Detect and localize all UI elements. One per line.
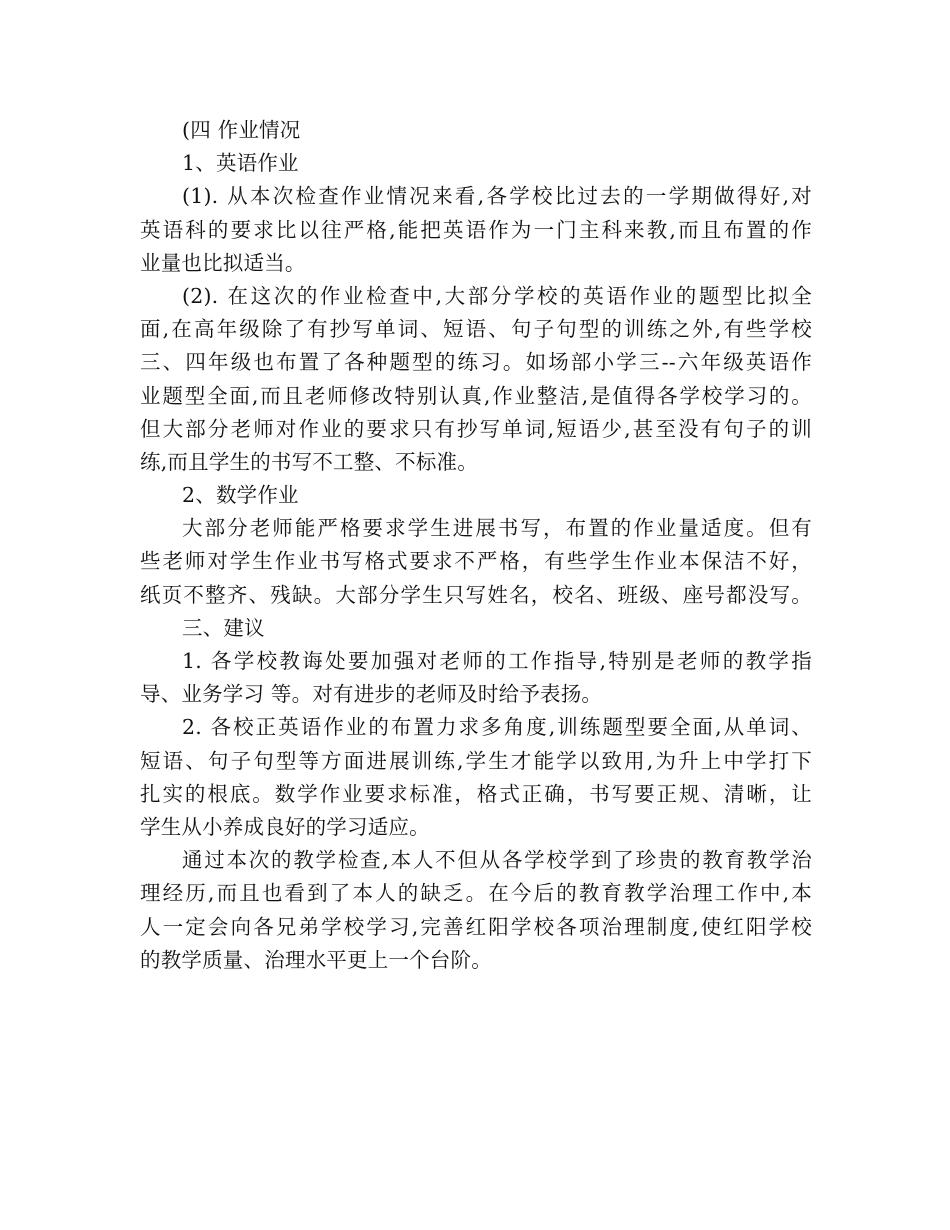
paragraph-line: 纸页不整齐、残缺。大部分学生只写姓名，校名、班级、座号都没写。 bbox=[140, 582, 812, 607]
paragraph-line: 扎实的根底。数学作业要求标准，格式正确，书写要正规、清晰，让 bbox=[140, 781, 812, 806]
subheading-math-homework: 2、数学作业 bbox=[182, 483, 299, 508]
paragraph-line: 面,在高年级除了有抄写单词、短语、句子句型的训练之外,有些学校 bbox=[140, 317, 812, 342]
paragraph-line: 但大部分老师对作业的要求只有抄写单词,短语少,甚至没有句子的训 bbox=[140, 416, 812, 441]
paragraph-line: 大部分老师能严格要求学生进展书写，布置的作业量适度。但有 bbox=[182, 516, 812, 541]
paragraph-line: 通过本次的教学检查,本人不但从各学校学到了珍贵的教育教学治 bbox=[182, 848, 812, 873]
paragraph-line: 导、业务学习 等。对有进步的老师及时给予表扬。 bbox=[140, 682, 603, 707]
paragraph-line: 练,而且学生的书写不工整、不标准。 bbox=[140, 449, 478, 474]
paragraph-line: 业量也比拟适当。 bbox=[140, 250, 306, 275]
paragraph-line: 英语科的要求比以往严格,能把英语作为一门主科来教,而且布置的作 bbox=[140, 217, 812, 242]
paragraph-line: 三、四年级也布置了各种题型的练习。如场部小学三--六年级英语作 bbox=[140, 350, 812, 375]
document-body bbox=[140, 114, 812, 977]
paragraph-line: 的教学质量、治理水平更上一个台阶。 bbox=[140, 947, 492, 972]
paragraph-line: 1. 各学校教诲处要加强对老师的工作指导,特别是老师的教学指 bbox=[182, 649, 812, 673]
subheading-english-homework: 1、英语作业 bbox=[182, 151, 299, 176]
paragraph-line: 理经历,而且也看到了本人的缺乏。在今后的教育教学治理工作中,本 bbox=[140, 881, 812, 906]
paragraph-line: 些老师对学生作业书写格式要求不严格，有些学生作业本保洁不好， bbox=[140, 549, 812, 574]
paragraph-line: 人一定会向各兄弟学校学习,完善红阳学校各项治理制度,使红阳学校 bbox=[140, 914, 812, 939]
paragraph-line: (1). 从本次检查作业情况来看,各学校比过去的一学期做得好,对 bbox=[182, 184, 812, 209]
section-heading-homework: (四 作业情况 bbox=[182, 118, 301, 142]
paragraph-line: 2. 各校正英语作业的布置力求多角度,训练题型要全面,从单词、 bbox=[182, 715, 812, 740]
section-heading-suggestions: 三、建议 bbox=[182, 615, 265, 640]
paragraph-line: 业题型全面,而且老师修改特别认真,作业整洁,是值得各学校学习的。 bbox=[140, 383, 812, 408]
paragraph-line: (2). 在这次的作业检查中,大部分学校的英语作业的题型比拟全 bbox=[182, 283, 812, 308]
paragraph-line: 学生从小养成良好的学习适应。 bbox=[140, 814, 430, 839]
paragraph-line: 短语、句子句型等方面进展训练,学生才能学以致用,为升上中学打下 bbox=[140, 748, 812, 773]
